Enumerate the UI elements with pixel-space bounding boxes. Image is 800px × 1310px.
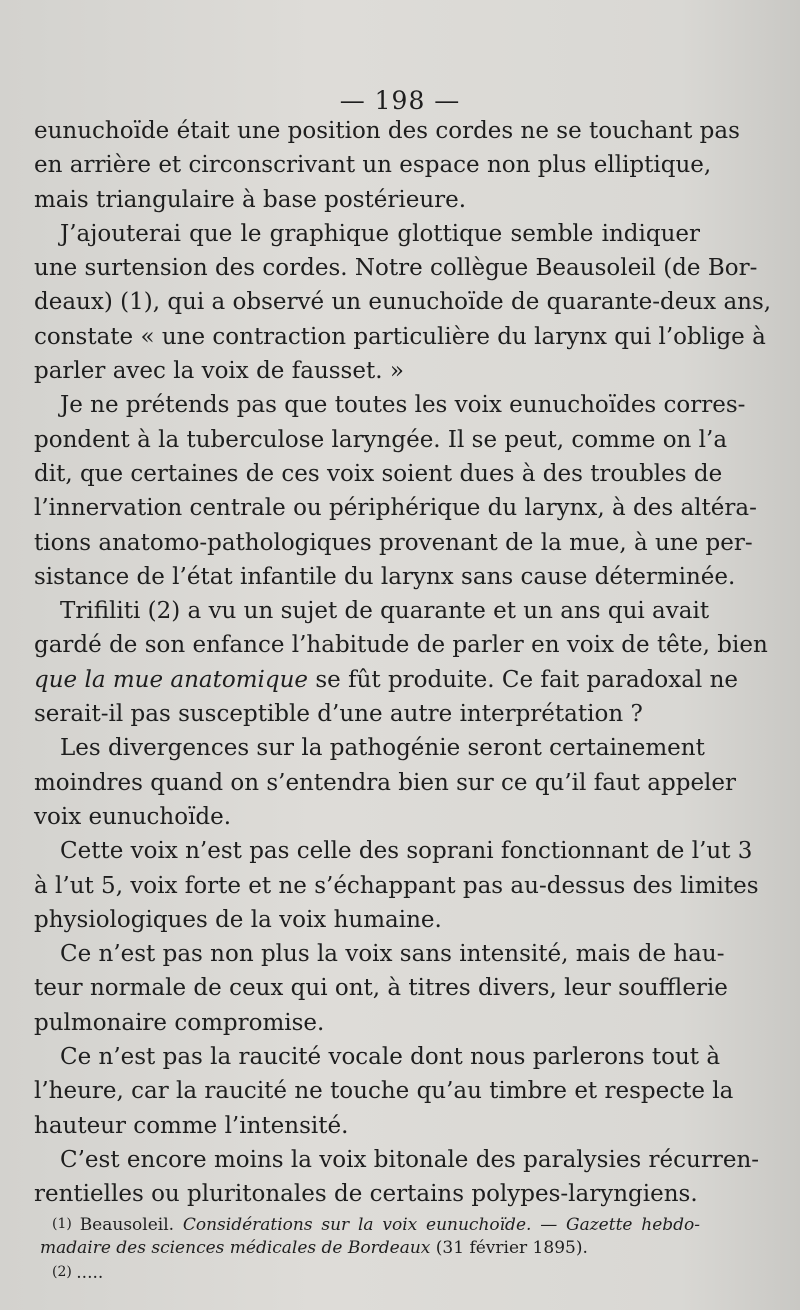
line-text: à l’ut 5, voix forte et ne s’échappant pas au-dessus des limites (34, 872, 759, 899)
text-line (34, 697, 700, 731)
line-text: pulmonaire compromise. (34, 1009, 325, 1036)
text-line (34, 320, 766, 354)
text-line (34, 1006, 700, 1040)
text-line (34, 457, 723, 491)
footnote-marker: (2) (52, 1264, 77, 1280)
text-line (34, 423, 728, 457)
line-text: C’est encore moins la voix bitonale des paralysies récurren- (60, 1146, 760, 1173)
text-line (34, 628, 768, 662)
text-line (34, 114, 740, 148)
footnote-marker: (1) (52, 1216, 80, 1232)
text-line (34, 183, 700, 217)
text-line (34, 903, 700, 937)
footnote-text: Beausoleil. (79, 1215, 183, 1235)
text-line (34, 834, 753, 868)
footnote-line (40, 1236, 700, 1260)
line-text: Cette voix n’est pas celle des soprani fonctionnant de l’ut 3 (60, 838, 753, 865)
text-line (34, 217, 700, 251)
text-line (34, 800, 700, 834)
text-line (34, 1074, 734, 1108)
line-text: Ce n’est pas la raucité vocale dont nous parlerons tout à (60, 1044, 721, 1071)
line-text: eunuchoïde était une position des cordes ne se touchant pas (34, 118, 740, 144)
text-line (34, 148, 712, 182)
line-text: voix eunuchoïde. (34, 803, 232, 830)
line-text: tions anatomo-pathologiques provenant de la mue, à une per- (34, 529, 753, 556)
text-line (34, 594, 710, 628)
text-line (34, 491, 757, 525)
line-text: Trifiliti (2) a vu un sujet de quarante et un ans qui avait (60, 598, 710, 625)
text-line (34, 388, 746, 422)
line-text: Je ne prétends pas que toutes les voix eunuchoïdes corres- (60, 392, 746, 419)
line-text: teur normale de ceux qui ont, à titres divers, leur soufflerie (34, 975, 728, 1002)
italic-text: que la mue anatomique (34, 666, 309, 693)
text-line (34, 354, 700, 388)
page-number: — 198 — (339, 86, 461, 115)
line-text: deaux) (1), qui a observé un eunuchoïde de quarante-deux ans, (34, 289, 772, 316)
footnote-line (40, 1260, 700, 1284)
footnote-text: (31 février 1895). (430, 1238, 588, 1258)
text-line (34, 869, 759, 903)
footnote-text: Considérations sur la voix eunuchoïde. — Gazette hebdo- (182, 1215, 701, 1235)
line-text: mais triangulaire à base postérieure. (34, 186, 467, 213)
text-line (34, 285, 772, 319)
text-line (34, 1177, 700, 1211)
footnote-text: madaire des sciences médicales de Bordeaux (40, 1238, 431, 1258)
line-text: l’innervation centrale ou périphérique du larynx, à des altéra- (34, 495, 757, 522)
footnote-line (40, 1212, 700, 1236)
line-text: parler avec la voix de fausset. » (34, 358, 404, 385)
line-text: dit, que certaines de ces voix soient dues à des troubles de (34, 460, 723, 487)
text-line (34, 731, 705, 765)
line-text: physiologiques de la voix humaine. (34, 906, 442, 933)
text-line (34, 560, 736, 594)
body-text (34, 114, 772, 1212)
line-text: J’ajouterai que le graphique glottique semble indiquer (60, 220, 700, 247)
footnotes (40, 1212, 700, 1284)
text-line (34, 766, 737, 800)
line-text: en arrière et circonscrivant un espace non plus elliptique, (34, 152, 712, 179)
text-line (34, 663, 739, 697)
text-line (34, 526, 753, 560)
line-text: Les divergences sur la pathogénie seront certainement (60, 735, 705, 762)
line-text: l’heure, car la raucité ne touche qu’au timbre et respecte la (34, 1078, 734, 1105)
line-text: Ce n’est pas non plus la voix sans intensité, mais de hau- (60, 941, 725, 968)
line-text: une surtension des cordes. Notre collègue Beausoleil (de Bor- (34, 255, 758, 282)
text-line (34, 1040, 721, 1074)
text-line (34, 1109, 700, 1143)
line-text: gardé de son enfance l’habitude de parler en voix de tête, bien (34, 632, 768, 659)
line-text: hauteur comme l’intensité. (34, 1112, 349, 1139)
text-line (34, 971, 728, 1005)
text-line (34, 937, 725, 971)
text-line (34, 251, 758, 285)
line-text: serait-il pas susceptible d’une autre interprétation ? (34, 701, 643, 728)
line-text: se fût produite. Ce fait paradoxal ne (308, 666, 739, 693)
footnote-text: ..... (76, 1263, 104, 1283)
line-text: rentielles ou pluritonales de certains polypes-laryngiens. (34, 1181, 698, 1208)
line-text: sistance de l’état infantile du larynx sans cause déterminée. (34, 563, 736, 590)
text-line (34, 1143, 760, 1177)
line-text: constate « une contraction particulière du larynx qui l’oblige à (34, 323, 766, 350)
line-text: moindres quand on s’entendra bien sur ce qu’il faut appeler (34, 769, 737, 796)
line-text: pondent à la tuberculose laryngée. Il se peut, comme on l’a (34, 426, 728, 453)
